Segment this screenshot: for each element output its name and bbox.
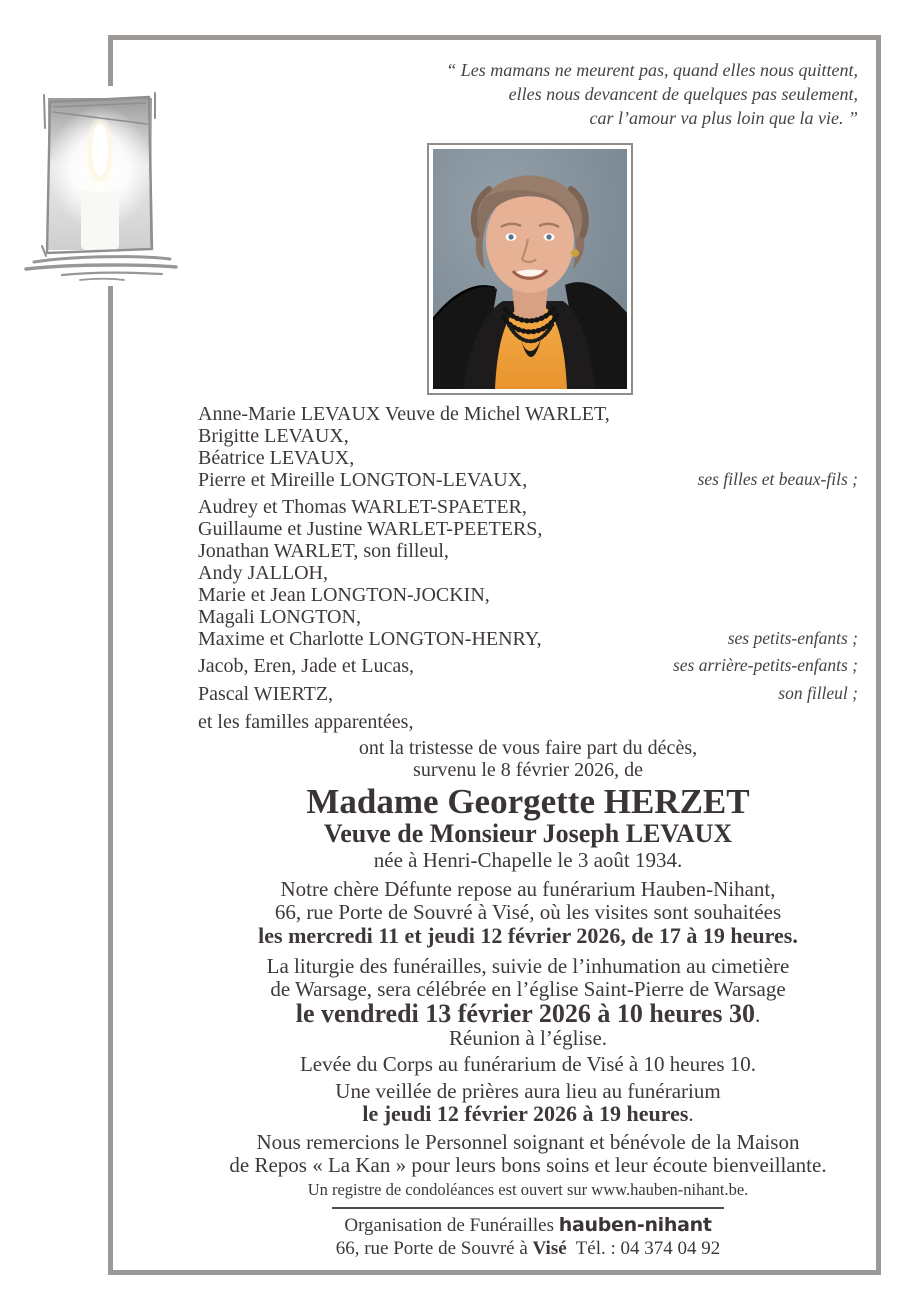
- intro-line-1: ont la tristesse de vous faire part du décès,: [358, 737, 698, 759]
- deceased-name: Madame Georgette HERZET: [306, 782, 750, 821]
- vigil-line: Une veillée de prières aura lieu au funérarium: [335, 1079, 721, 1103]
- relation-label-great-grandchildren: ses arrière-petits-enfants ;: [672, 655, 858, 675]
- family-closing: et les familles apparentées,: [198, 711, 414, 733]
- footer-divider: [332, 1207, 724, 1209]
- portrait-image: [433, 149, 627, 389]
- liturgy-date-line: [198, 1000, 858, 1027]
- body-removal: Levée du Corps au funérarium de Visé à 10 heures 10.: [299, 1052, 757, 1076]
- family-member: Guillaume et Justine WARLET-PEETERS,: [198, 518, 543, 540]
- funeral-home-logo: hauben-nihant: [558, 1214, 712, 1236]
- relation-label-godson: son filleul ;: [778, 683, 858, 703]
- family-line: [198, 469, 858, 491]
- quote-line-1: “ Les mamans ne meurent pas, quand elles nous quittent,: [446, 60, 858, 80]
- phone-number: Tél. : 04 374 04 92: [575, 1238, 721, 1259]
- family-line: [198, 518, 858, 540]
- vigil-period: .: [688, 1102, 694, 1126]
- thanks-paragraph: [198, 1131, 858, 1176]
- liturgy-paragraph: [198, 955, 858, 1049]
- address-line: [198, 1237, 858, 1261]
- thanks-line-1: Nous remercions le Personnel soignant et bénévole de la Maison: [256, 1130, 800, 1154]
- repose-line-2: 66, rue Porte de Souvré à Visé, où les visites sont souhaitées: [274, 899, 782, 924]
- family-member: Béatrice LEVAUX,: [198, 447, 355, 469]
- family-member: Marie et Jean LONGTON-JOCKIN,: [198, 584, 490, 606]
- family-line: [198, 496, 858, 518]
- visits-schedule: les mercredi 11 et jeudi 12 février 2026, de 17 à 19 heures.: [258, 923, 798, 948]
- candle-sketch-image: [20, 86, 184, 286]
- family-member: Pierre et Mireille LONGTON-LEVAUX,: [198, 469, 528, 491]
- family-member: Andy JALLOH,: [198, 562, 328, 584]
- memorial-quote: [446, 58, 858, 130]
- liturgy-period: .: [755, 1003, 761, 1027]
- family-line: [198, 562, 858, 584]
- family-line: [198, 447, 858, 469]
- family-member: Magali LONGTON,: [198, 606, 361, 628]
- church-meeting: Réunion à l’église.: [448, 1026, 608, 1050]
- family-member: Pascal WIERTZ,: [198, 683, 334, 705]
- announcement-body: [198, 738, 858, 1261]
- family-member: Anne-Marie LEVAUX Veuve de Michel WARLET,: [198, 403, 610, 425]
- vigil-paragraph: [198, 1080, 858, 1125]
- family-line: [198, 403, 858, 425]
- quote-line-2: elles nous devancent de quelques pas seulement,: [508, 84, 858, 104]
- widow-subtitle: Veuve de Monsieur Joseph LEVAUX: [323, 819, 733, 848]
- repose-paragraph: [198, 878, 858, 948]
- family-line: [198, 683, 858, 705]
- vigil-date: le jeudi 12 février 2026 à 19 heures: [362, 1101, 689, 1126]
- family-line: [198, 606, 858, 628]
- family-line: [198, 628, 858, 650]
- family-line: [198, 425, 858, 447]
- address-street: 66, rue Porte de Souvré à: [335, 1238, 533, 1259]
- family-member: Audrey et Thomas WARLET-SPAETER,: [198, 496, 527, 518]
- quote-line-3: car l’amour va plus loin que la vie. ”: [589, 108, 858, 128]
- relation-label-grandchildren: ses petits-enfants ;: [727, 628, 858, 648]
- thanks-line-2: de Repos « La Kan » pour leurs bons soins et leur écoute bienveillante.: [229, 1152, 827, 1177]
- liturgy-date: le vendredi 13 février 2026 à 10 heures 30: [295, 999, 756, 1028]
- organisation-line: [198, 1214, 858, 1237]
- liturgy-line-2: de Warsage, sera célébrée en l’église Saint-Pierre de Warsage: [270, 976, 786, 1001]
- family-line: [198, 655, 858, 677]
- family-member: Jonathan WARLET, son filleul,: [198, 540, 449, 562]
- family-member: Jacob, Eren, Jade et Lucas,: [198, 655, 415, 677]
- intro-line-2: survenu le 8 février 2026, de: [413, 758, 643, 781]
- address-city: Visé: [532, 1238, 567, 1259]
- family-line: [198, 584, 858, 606]
- candle-sketch: [20, 86, 184, 286]
- condolence-register: Un registre de condoléances est ouvert sur www.hauben-nihant.be.: [307, 1180, 749, 1199]
- repose-line-1: Notre chère Défunte repose au funérarium Hauben-Nihant,: [280, 877, 776, 901]
- family-line: [198, 540, 858, 562]
- vigil-date-line: [198, 1102, 858, 1125]
- portrait-photo: [427, 143, 633, 395]
- relation-label-daughters: ses filles et beaux-fils ;: [697, 469, 858, 489]
- family-member: Maxime et Charlotte LONGTON-HENRY,: [198, 628, 542, 650]
- liturgy-line-1: La liturgie des funérailles, suivie de l’inhumation au cimetière: [266, 954, 790, 978]
- family-list: [198, 403, 858, 733]
- birth-info: née à Henri-Chapelle le 3 août 1934.: [373, 848, 683, 872]
- announcement-intro: [198, 738, 858, 781]
- organisation-label: Organisation de Funérailles: [344, 1215, 555, 1236]
- family-closing-line: [198, 711, 858, 733]
- family-member: Brigitte LEVAUX,: [198, 425, 349, 447]
